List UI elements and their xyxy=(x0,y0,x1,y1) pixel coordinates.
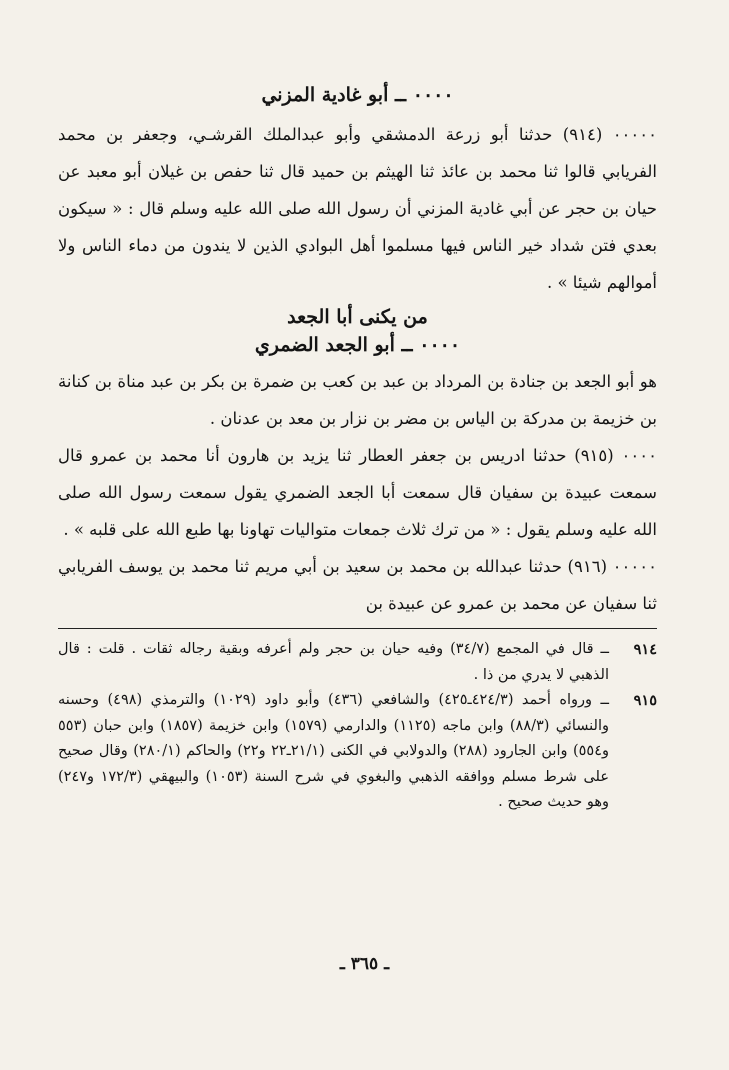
hadith-916-paragraph: ٠٠٠٠٠ (٩١٦) حدثنا عبدالله بن محمد بن سعيد بن أبي مريم ثنا محمد بن يوسف الفريابي ثنا سفيان عن محمد بن عمرو عن عبيدة بن xyxy=(58,557,657,613)
footnote-text: ــ ورواه أحمد (٤٢٤/٣ـ٤٢٥) والشافعي (٤٣٦) وأبو داود (١٠٢٩) والترمذي (٤٩٨) وحسنه والنسائي (٨٨/٣) وابن ماجه (١١٢٥) والدارمي (١٥٧٩) وابن خزيمة (١٨٥٧) وابن حبان (٥٥٣ و٥٥٤) وابن الجارود (٢٨٨) والدولابي في الكنى (٢١/١ـ٢٢ و٢٢) والحاكم (٢٨٠/١) وقال صحيح على شرط مسلم ووافقه الذهبي والبغوي في شرح السنة (١٠٥٣) والبيهقي (١٧٢/٣ و٢٤٧) وهو حديث صحيح . xyxy=(58,692,610,810)
chapter-headings xyxy=(58,303,657,359)
footnote-text: ــ قال في المجمع (٣٤/٧) وفيه حيان بن حجر ولم أعرفه وبقية رجاله ثقات . قلت : قال الذهبي لا يدري من ذا . xyxy=(58,641,609,683)
section-heading-abu-al-jaad: ٠٠٠٠ ــ أبو الجعد الضمري xyxy=(254,334,461,356)
hadith-915-paragraph: ٠٠٠٠ (٩١٥) حدثنا ادريس بن جعفر العطار ثنا يزيد بن هارون أنا محمد بن عمرو قال سمعت عبيدة بن سفيان قال سمعت أبا الجعد الضمري يقول سمعت رسول الله صلى الله عليه وسلم يقول : « من ترك ثلاث جمعات متواليات تهاونا بها طبع الله على قلبه » . xyxy=(58,446,657,539)
footnote-number: ٩١٥ xyxy=(633,692,657,709)
chapter-title: من يكنى أبا الجعد xyxy=(287,306,428,328)
footnotes xyxy=(58,637,657,816)
footnote-914 xyxy=(58,637,657,688)
footnote-915 xyxy=(58,688,657,816)
page-number: ـ ٣٦٥ ـ xyxy=(339,954,390,974)
footnote-divider xyxy=(58,628,657,629)
lineage-paragraph: هو أبو الجعد بن جنادة بن المرداد بن عبد بن كعب بن ضمرة بن بكر بن عبد مناة بن كنانة بن خزيمة بن مدركة بن الياس بن مضر بن نزار بن معد بن عدنان . xyxy=(58,372,657,428)
footnote-number: ٩١٤ xyxy=(633,641,657,658)
hadith-914-paragraph: ٠٠٠٠٠ (٩١٤) حدثنا أبو زرعة الدمشقي وأبو عبدالملك القرشـي، وجعفر بن محمد الفريابي قالوا ثنا محمد بن عائذ ثنا الهيثم بن حميد قال ثنا حفص بن غيلان أبو معبد عن حيان بن حجر عن أبي غادية المزني أن رسول الله صلى الله عليه وسلم قال : « سيكون بعدي فتن شداد خير الناس فيها مسلموا أهل البوادي الذين لا يندون من دماء الناس ولا أموالهم شيئا » . xyxy=(58,125,657,292)
section-heading-abu-ghadiya: ٠٠٠٠ ــ أبو غادية المزني xyxy=(261,84,454,106)
